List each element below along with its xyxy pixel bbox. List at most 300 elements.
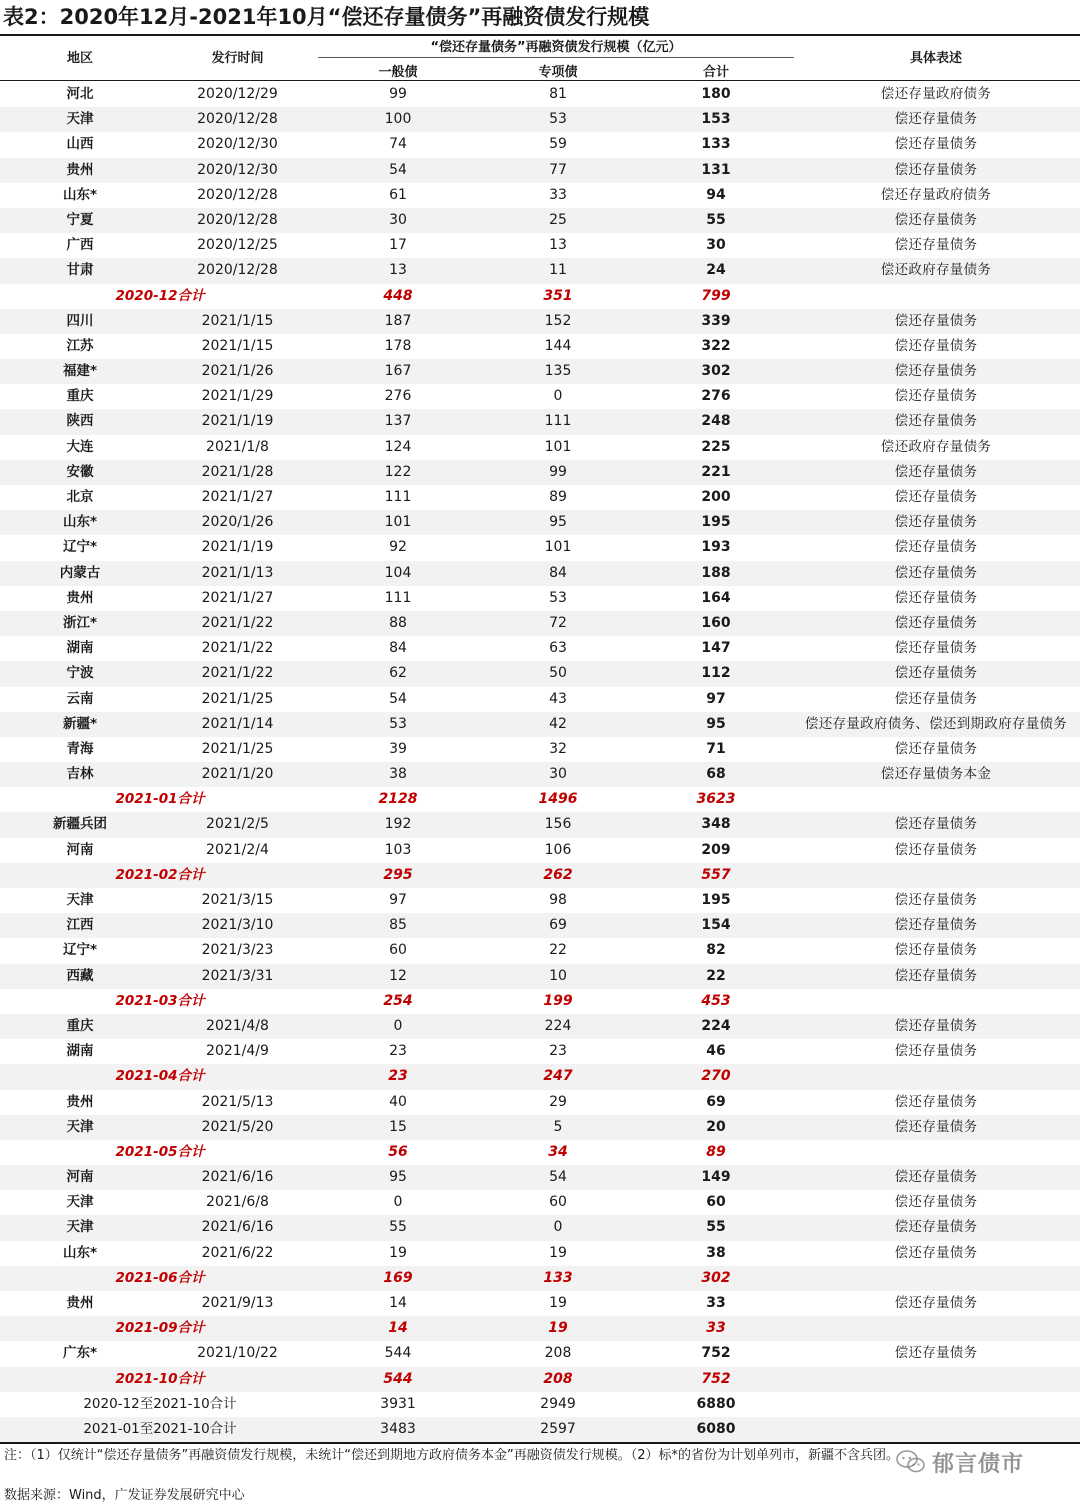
description-cell: 偿还存量债务 <box>894 1043 978 1060</box>
total-cell: 248 <box>701 413 731 430</box>
special-bond-cell: 1496 <box>538 791 578 808</box>
general-bond-cell: 30 <box>389 211 407 228</box>
description-cell: 偿还存量债务 <box>894 136 978 153</box>
subtotal-label: 2021-10合计 <box>115 1370 205 1387</box>
date-cell: 2021/1/20 <box>201 766 274 783</box>
general-bond-cell: 192 <box>384 816 412 833</box>
table-row <box>0 460 1080 485</box>
general-bond-cell: 111 <box>384 489 412 505</box>
description-cell: 偿还存量债务本金 <box>880 766 992 783</box>
special-bond-cell: 111 <box>544 413 572 430</box>
general-bond-cell: 448 <box>383 287 413 304</box>
table-row <box>0 132 1080 157</box>
date-cell: 2021/1/8 <box>206 438 269 455</box>
date-cell: 2021/6/8 <box>206 1194 269 1211</box>
total-cell: 55 <box>706 211 726 228</box>
general-bond-cell: 74 <box>389 136 407 153</box>
region-cell: 青海 <box>66 740 94 757</box>
description-cell: 偿还存量债务 <box>894 1194 978 1211</box>
general-bond-cell: 100 <box>384 111 412 128</box>
total-cell: 270 <box>701 1068 731 1085</box>
description-cell: 偿还存量债务 <box>894 312 978 329</box>
region-cell: 河北 <box>66 86 94 102</box>
general-bond-cell: 2128 <box>378 791 418 808</box>
general-bond-cell: 276 <box>384 388 412 405</box>
special-bond-cell: 5 <box>553 1118 563 1135</box>
date-cell: 2021/1/22 <box>201 640 274 657</box>
total-cell: 6080 <box>696 1420 736 1437</box>
total-cell: 557 <box>701 866 731 883</box>
total-cell: 453 <box>701 992 731 1009</box>
total-cell: 46 <box>706 1043 726 1060</box>
region-cell: 辽宁* <box>62 942 98 959</box>
subtotal-label: 2020-12合计 <box>115 287 205 304</box>
total-cell: 6880 <box>696 1395 736 1412</box>
table-row <box>0 1190 1080 1215</box>
table-row <box>0 938 1080 963</box>
region-cell: 宁夏 <box>66 211 94 228</box>
special-bond-cell: 63 <box>549 640 567 657</box>
general-bond-cell: 23 <box>389 1043 407 1060</box>
region-cell: 云南 <box>66 690 94 707</box>
total-cell: 69 <box>706 1093 726 1110</box>
total-cell: 221 <box>701 463 731 480</box>
special-bond-cell: 95 <box>549 514 567 531</box>
date-cell: 2021/6/22 <box>201 1244 274 1261</box>
general-bond-cell: 295 <box>383 866 413 883</box>
special-bond-cell: 29 <box>549 1093 567 1110</box>
special-bond-cell: 2949 <box>540 1395 576 1412</box>
date-cell: 2021/5/13 <box>201 1093 274 1110</box>
region-cell: 广东* <box>62 1345 98 1362</box>
date-cell: 2021/1/25 <box>201 690 274 707</box>
total-cell: 24 <box>706 262 726 279</box>
total-cell: 276 <box>701 388 731 405</box>
region-cell: 山东* <box>62 1244 98 1261</box>
date-cell: 2021/6/16 <box>201 1169 274 1186</box>
total-cell: 112 <box>701 665 731 682</box>
total-cell: 149 <box>701 1169 731 1186</box>
total-cell: 82 <box>706 942 726 959</box>
special-bond-cell: 11 <box>549 262 567 279</box>
region-cell: 天津 <box>66 1194 94 1211</box>
special-bond-cell: 59 <box>549 136 567 153</box>
total-cell: 348 <box>701 816 731 833</box>
date-cell: 2021/4/8 <box>206 1017 269 1034</box>
description-cell: 偿还存量债务 <box>894 942 978 959</box>
region-cell: 安徽 <box>66 463 94 480</box>
date-cell: 2020/12/28 <box>197 262 278 279</box>
total-cell: 33 <box>706 1320 726 1337</box>
region-cell: 山西 <box>66 136 94 153</box>
general-bond-cell: 122 <box>384 463 412 480</box>
special-bond-cell: 34 <box>548 1143 568 1160</box>
special-bond-cell: 81 <box>549 86 567 102</box>
description-cell: 偿还存量政府债务 <box>880 186 992 203</box>
description-cell: 偿还存量债务 <box>894 388 978 405</box>
table-row <box>0 913 1080 938</box>
table-row <box>0 409 1080 434</box>
description-cell: 偿还存量债务 <box>894 413 978 430</box>
description-cell: 偿还存量债务 <box>894 564 978 581</box>
special-bond-cell: 0 <box>553 1219 563 1236</box>
table-row <box>0 535 1080 560</box>
general-bond-cell: 169 <box>383 1269 413 1286</box>
header-region: 地区 <box>66 51 93 66</box>
date-cell: 2021/3/23 <box>201 942 274 959</box>
general-bond-cell: 61 <box>389 186 407 203</box>
special-bond-cell: 247 <box>543 1068 573 1085</box>
description-cell: 偿还存量债务 <box>894 816 978 833</box>
table-row <box>0 1341 1080 1366</box>
general-bond-cell: 103 <box>384 841 412 858</box>
region-cell: 辽宁* <box>62 539 98 556</box>
table-title: 表2：2020年12月-2021年10月“偿还存量债务”再融资债发行规模 <box>3 5 650 29</box>
table-row <box>0 309 1080 334</box>
special-bond-cell: 101 <box>544 539 572 556</box>
total-cell: 33 <box>706 1295 726 1311</box>
general-bond-cell: 104 <box>384 564 412 581</box>
special-bond-cell: 72 <box>549 614 567 631</box>
general-bond-cell: 55 <box>389 1219 407 1236</box>
date-cell: 2021/2/4 <box>206 841 269 858</box>
description-cell: 偿还存量债务 <box>894 917 978 934</box>
date-cell: 2021/5/20 <box>201 1118 274 1135</box>
total-cell: 97 <box>706 690 726 707</box>
description-cell: 偿还存量债务 <box>894 1017 978 1034</box>
total-cell: 339 <box>701 312 731 329</box>
general-bond-cell: 39 <box>389 740 407 757</box>
total-cell: 30 <box>706 237 726 254</box>
total-cell: 160 <box>701 614 731 631</box>
special-bond-cell: 13 <box>549 237 567 254</box>
total-cell: 193 <box>701 539 731 556</box>
special-bond-cell: 54 <box>549 1169 567 1186</box>
subtotal-label: 2020-12至2021-10合计 <box>83 1395 237 1412</box>
description-cell: 偿还存量政府债务 <box>880 86 992 102</box>
general-bond-cell: 101 <box>384 514 412 531</box>
region-cell: 江西 <box>66 917 94 934</box>
total-cell: 131 <box>701 161 731 178</box>
description-cell: 偿还存量政府债务、偿还到期政府存量债务 <box>804 715 1068 732</box>
total-cell: 3623 <box>696 791 736 808</box>
date-cell: 2020/12/30 <box>197 161 278 178</box>
table-row <box>0 334 1080 359</box>
description-cell: 偿还存量债务 <box>894 1345 978 1362</box>
table-row <box>0 762 1080 787</box>
region-cell: 山东* <box>62 514 98 531</box>
subtotal-label: 2021-06合计 <box>115 1269 205 1286</box>
table-row <box>0 258 1080 283</box>
region-cell: 湖南 <box>66 1043 94 1060</box>
description-cell: 偿还存量债务 <box>894 337 978 354</box>
region-cell: 贵州 <box>66 589 94 606</box>
special-bond-cell: 224 <box>544 1017 572 1034</box>
total-cell: 302 <box>701 363 731 380</box>
table-row <box>0 636 1080 661</box>
description-cell: 偿还存量债务 <box>894 463 978 480</box>
total-cell: 164 <box>701 589 731 606</box>
total-cell: 153 <box>701 111 731 128</box>
general-bond-cell: 54 <box>389 690 407 707</box>
total-cell: 180 <box>701 86 731 102</box>
table-row <box>0 435 1080 460</box>
general-bond-cell: 111 <box>384 589 412 606</box>
date-cell: 2021/1/22 <box>201 614 274 631</box>
table-row <box>0 712 1080 737</box>
date-cell: 2021/1/27 <box>201 589 274 606</box>
total-cell: 147 <box>701 640 731 657</box>
region-cell: 陕西 <box>66 413 94 430</box>
table-row <box>0 838 1080 863</box>
special-bond-cell: 69 <box>549 917 567 934</box>
table-row <box>0 233 1080 258</box>
table-row <box>0 1090 1080 1115</box>
header-desc: 具体表述 <box>909 51 962 66</box>
region-cell: 山东* <box>62 186 98 203</box>
description-cell: 偿还存量债务 <box>894 1244 978 1261</box>
general-bond-cell: 60 <box>389 942 407 959</box>
table-row <box>0 1014 1080 1039</box>
region-cell: 广西 <box>66 237 94 254</box>
general-bond-cell: 85 <box>389 917 407 934</box>
description-cell: 偿还存量债务 <box>894 1169 978 1186</box>
total-cell: 225 <box>701 438 731 455</box>
header-group: “偿还存量债务”再融资债发行规模（亿元） <box>430 40 682 55</box>
table-row <box>0 611 1080 636</box>
date-cell: 2021/6/16 <box>201 1219 274 1236</box>
region-cell: 贵州 <box>66 1295 94 1311</box>
general-bond-cell: 88 <box>389 614 407 631</box>
subtotal-row <box>0 1064 1080 1089</box>
special-bond-cell: 33 <box>549 186 567 203</box>
special-bond-cell: 351 <box>543 287 573 304</box>
special-bond-cell: 30 <box>549 766 567 783</box>
description-cell: 偿还存量债务 <box>894 1295 978 1311</box>
general-bond-cell: 99 <box>389 86 407 102</box>
subtotal-row <box>0 1266 1080 1291</box>
region-cell: 重庆 <box>66 1017 94 1034</box>
date-cell: 2021/1/19 <box>201 413 274 430</box>
footnote: 注：（1）仅统计“偿还存量债务”再融资债发行规模，未统计“偿还到期地方政府债务本金”再融资债发行规模。（2）标*的省份为计划单列市，新疆不含兵团。 <box>4 1448 899 1463</box>
general-bond-cell: 14 <box>388 1320 408 1337</box>
table-row <box>0 812 1080 837</box>
general-bond-cell: 97 <box>389 892 407 908</box>
total-cell: 133 <box>701 136 731 153</box>
date-cell: 2020/12/28 <box>197 186 278 203</box>
special-bond-cell: 98 <box>549 892 567 908</box>
region-cell: 江苏 <box>66 337 94 354</box>
special-bond-cell: 19 <box>548 1320 568 1337</box>
description-cell: 偿还存量债务 <box>894 967 978 984</box>
general-bond-cell: 84 <box>389 640 407 657</box>
region-cell: 四川 <box>66 312 94 329</box>
general-bond-cell: 62 <box>389 665 407 682</box>
description-cell: 偿还存量债务 <box>894 892 978 908</box>
header-group-rule <box>318 57 794 58</box>
date-cell: 2020/1/26 <box>201 514 274 531</box>
special-bond-cell: 22 <box>549 942 567 959</box>
description-cell: 偿还存量债务 <box>894 640 978 657</box>
general-bond-cell: 187 <box>384 312 412 329</box>
table-row <box>0 586 1080 611</box>
general-bond-cell: 95 <box>389 1169 407 1186</box>
date-cell: 2021/9/13 <box>201 1295 274 1311</box>
table-row <box>0 737 1080 762</box>
table-row <box>0 107 1080 132</box>
description-cell: 偿还存量债务 <box>894 614 978 631</box>
general-bond-cell: 167 <box>384 363 412 380</box>
date-cell: 2021/10/22 <box>197 1345 278 1362</box>
data-source: 数据来源：Wind，广发证券发展研究中心 <box>4 1488 245 1503</box>
general-bond-cell: 124 <box>384 438 412 455</box>
description-cell: 偿还存量债务 <box>894 740 978 757</box>
table-row <box>0 384 1080 409</box>
watermark <box>896 1447 1024 1477</box>
special-bond-cell: 262 <box>543 866 573 883</box>
header-special: 专项债 <box>538 65 578 80</box>
subtotal-row <box>0 787 1080 812</box>
subtotal-row <box>0 284 1080 309</box>
date-cell: 2021/1/13 <box>201 564 274 581</box>
region-cell: 天津 <box>66 1219 94 1236</box>
total-cell: 752 <box>701 1345 731 1362</box>
date-cell: 2021/3/31 <box>201 967 274 984</box>
region-cell: 天津 <box>66 111 94 128</box>
special-bond-cell: 60 <box>549 1194 567 1211</box>
general-bond-cell: 12 <box>389 967 407 984</box>
total-cell: 60 <box>706 1194 726 1211</box>
description-cell: 偿还存量债务 <box>894 489 978 505</box>
special-bond-cell: 10 <box>549 967 567 984</box>
table-row <box>0 82 1080 107</box>
table-row <box>0 1165 1080 1190</box>
date-cell: 2020/12/30 <box>197 136 278 153</box>
subtotal-label: 2021-01至2021-10合计 <box>83 1420 237 1437</box>
table-row <box>0 510 1080 535</box>
total-cell: 20 <box>706 1118 726 1135</box>
description-cell: 偿还存量债务 <box>894 1093 978 1110</box>
description-cell: 偿还存量债务 <box>894 1118 978 1135</box>
general-bond-cell: 54 <box>389 161 407 178</box>
special-bond-cell: 50 <box>549 665 567 682</box>
region-cell: 浙江* <box>62 614 98 631</box>
table-row <box>0 687 1080 712</box>
general-bond-cell: 544 <box>384 1345 412 1362</box>
general-bond-cell: 23 <box>388 1068 408 1085</box>
description-cell: 偿还存量债务 <box>894 690 978 707</box>
general-bond-cell: 13 <box>389 262 407 279</box>
subtotal-label: 2021-05合计 <box>115 1143 205 1160</box>
region-cell: 新疆兵团 <box>53 816 107 833</box>
subtotal-row <box>0 863 1080 888</box>
special-bond-cell: 106 <box>544 841 572 858</box>
description-cell: 偿还存量债务 <box>894 589 978 606</box>
table-row <box>0 183 1080 208</box>
table-row <box>0 359 1080 384</box>
grand-total-row <box>0 1392 1080 1417</box>
date-cell: 2021/1/28 <box>201 463 274 480</box>
total-cell: 71 <box>706 740 726 757</box>
date-cell: 2021/1/14 <box>201 715 274 732</box>
general-bond-cell: 19 <box>389 1244 407 1261</box>
table-row <box>0 158 1080 183</box>
total-cell: 188 <box>701 564 731 581</box>
region-cell: 天津 <box>66 1118 94 1135</box>
special-bond-cell: 25 <box>549 211 567 228</box>
table-bottom-rule <box>0 1442 1080 1444</box>
general-bond-cell: 14 <box>389 1295 407 1311</box>
total-cell: 752 <box>701 1370 731 1387</box>
header-rule <box>0 80 1080 81</box>
subtotal-row <box>0 1316 1080 1341</box>
region-cell: 西藏 <box>66 967 94 984</box>
special-bond-cell: 2597 <box>540 1420 576 1437</box>
total-cell: 209 <box>701 841 731 858</box>
region-cell: 甘肃 <box>66 262 94 279</box>
date-cell: 2021/3/15 <box>201 892 274 908</box>
special-bond-cell: 19 <box>549 1295 567 1311</box>
total-cell: 224 <box>701 1017 731 1034</box>
date-cell: 2021/1/22 <box>201 665 274 682</box>
region-cell: 大连 <box>66 438 94 455</box>
description-cell: 偿还存量债务 <box>894 841 978 858</box>
general-bond-cell: 56 <box>388 1143 408 1160</box>
special-bond-cell: 135 <box>544 363 572 380</box>
total-cell: 68 <box>706 766 726 783</box>
table-row <box>0 1215 1080 1240</box>
description-cell: 偿还存量债务 <box>894 514 978 531</box>
special-bond-cell: 144 <box>544 337 572 354</box>
total-cell: 200 <box>701 489 731 505</box>
region-cell: 贵州 <box>66 161 94 178</box>
description-cell: 偿还存量债务 <box>894 237 978 254</box>
region-cell: 内蒙古 <box>59 564 101 581</box>
general-bond-cell: 92 <box>389 539 407 556</box>
table-row <box>0 964 1080 989</box>
general-bond-cell: 3483 <box>380 1420 416 1437</box>
special-bond-cell: 156 <box>544 816 572 833</box>
date-cell: 2021/3/10 <box>201 917 274 934</box>
special-bond-cell: 208 <box>543 1370 573 1387</box>
header-general: 一般债 <box>378 65 418 80</box>
region-cell: 河南 <box>66 841 94 858</box>
date-cell: 2021/1/29 <box>201 388 274 405</box>
date-cell: 2020/12/28 <box>197 211 278 228</box>
general-bond-cell: 178 <box>384 337 412 354</box>
general-bond-cell: 0 <box>393 1017 403 1034</box>
date-cell: 2021/4/9 <box>206 1043 269 1060</box>
table-row <box>0 1291 1080 1316</box>
total-cell: 322 <box>701 337 731 354</box>
special-bond-cell: 0 <box>553 388 563 405</box>
region-cell: 贵州 <box>66 1093 94 1110</box>
special-bond-cell: 152 <box>544 312 572 329</box>
total-cell: 195 <box>701 892 731 908</box>
header-date: 发行时间 <box>211 51 264 66</box>
special-bond-cell: 208 <box>544 1345 572 1362</box>
general-bond-cell: 0 <box>393 1194 403 1211</box>
date-cell: 2020/12/28 <box>197 111 278 128</box>
total-cell: 799 <box>701 287 731 304</box>
general-bond-cell: 544 <box>383 1370 413 1387</box>
table-row <box>0 661 1080 686</box>
total-cell: 22 <box>706 967 726 984</box>
subtotal-label: 2021-04合计 <box>115 1068 205 1085</box>
special-bond-cell: 89 <box>549 489 567 505</box>
subtotal-row <box>0 1367 1080 1392</box>
date-cell: 2021/2/5 <box>206 816 269 833</box>
